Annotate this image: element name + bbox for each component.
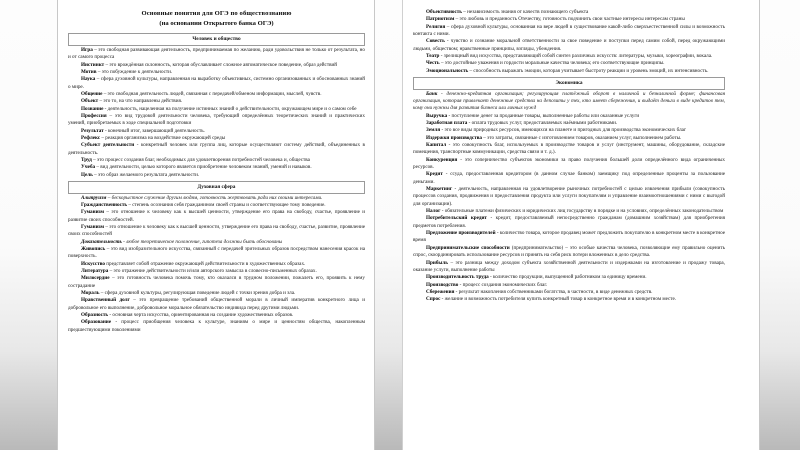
glossary-definition: – это врождённая склонность, которая обуславливает сложное автоматическое поведение, образ действий [104, 61, 337, 68]
glossary-definition: – независимость знания от качеств познающего субъекта [462, 9, 589, 15]
glossary-term: Результат [81, 127, 104, 134]
glossary-entry [413, 157, 725, 172]
glossary-term: Прибыль [426, 259, 449, 266]
glossary-definition: - желание и возможность потребителя купить конкретный товар в конкретное время и в конкретном месте. [440, 296, 677, 303]
document-title: Основные понятия для ОГЭ по обществознанию [141, 10, 292, 17]
glossary-entry [68, 76, 365, 91]
glossary-term: Искусство [81, 260, 105, 267]
glossary-definition: – это достойные уважения и гордости моральные качества человека; его соответствующие принципы. [439, 60, 665, 67]
glossary-definition: - любое теоретическое положение, гипотеза должны быть обоснованы [121, 238, 283, 245]
glossary-entry [413, 230, 725, 245]
glossary-definition: - поступление денег за проданные товары, выполненные работы или оказанные услуги [447, 112, 640, 119]
glossary-term: Заработная плата [426, 119, 468, 126]
glossary-entry [413, 142, 725, 157]
glossary-definition: - это совокупность благ, используемых в производстве товаров и услуг (инструмент, машины, оборудование, складские помещения, транспортные коммуникации, средства связи и т. д.). [413, 142, 725, 156]
glossary-entry [68, 224, 365, 239]
glossary-definition: - результат накопления собственниками богатства, в частности, в виде денежных средств. [454, 288, 653, 295]
glossary-entry [413, 24, 725, 39]
glossary-term: Земля [426, 127, 441, 134]
glossary-term: Банк [426, 90, 438, 97]
glossary-definition: – это отражение действительности и/или авторского замысла в словесно-письменных образах. [108, 268, 317, 275]
glossary-definition: - конечный итог, завершающий деятельность. [103, 127, 205, 134]
glossary-definition: – это готовность человека помочь тому, кто оказался в трудном положении, пожалеть его, проявить к нему сострадание [68, 275, 365, 289]
glossary-term: Нравственный долг [81, 297, 130, 304]
glossary-term: Предпринимательские способности [426, 244, 510, 251]
glossary-entry [413, 245, 725, 260]
glossary-term: Сбережения [426, 288, 455, 295]
glossary-term: Кредит [426, 171, 443, 178]
glossary-entry [68, 164, 365, 171]
glossary-entry [68, 261, 365, 268]
glossary-entry [68, 195, 365, 202]
glossary-entry [68, 113, 365, 128]
glossary-entry [413, 127, 725, 134]
glossary-term: Совесть [426, 38, 445, 45]
glossary-definition: - основная черта искусства, ориентированная на создание художественных образов. [108, 312, 294, 319]
glossary-definition: – это побуждение к деятельности. [96, 68, 173, 75]
glossary-entry [68, 209, 365, 224]
glossary-entry [413, 274, 725, 281]
glossary-definition: - чувство и сознание моральной ответственности за свое поведение и поступки перед самим собой, перед окружающими людьми, обществом; нравственные принципы, взгляды, убеждения. [413, 38, 725, 52]
glossary-entry [413, 260, 725, 275]
glossary-entry [413, 113, 725, 120]
document-page-left [57, 0, 375, 450]
glossary-term: Мотив [81, 68, 97, 75]
glossary-term: Объект [81, 98, 99, 105]
glossary-term: Рефлекс [81, 135, 101, 142]
glossary-definition: - оплата трудовых услуг, предоставляемых наёмными работниками. [467, 119, 618, 126]
glossary-definition: – сфера духовной культуры, основанная на вере людей в существование какой-либо сверхъестественной силы и возможность контакта с ними. [413, 23, 725, 38]
glossary-entry [68, 98, 365, 105]
glossary-definition: – способность выражать эмоции, которая учитывает быстроту реакции и уровень эмоций, их интенсивность. [468, 67, 709, 74]
glossary-term: Доказательность [81, 238, 122, 245]
left-column-sections [68, 33, 365, 334]
section-header-duhovnaya-sfera: Духовная сфера [68, 181, 365, 194]
glossary-term: Труд [81, 157, 92, 164]
glossary-definition: представляет собой отражение окружающей действительности в художественных образах. [104, 260, 306, 267]
glossary-term: Предложение производителей [426, 230, 496, 237]
glossary-entry [413, 282, 725, 289]
glossary-entry [68, 297, 365, 312]
glossary-definition: – это затраты, связанные с изготовлением товаров, оказанием услуг, выполнением работы. [481, 134, 682, 141]
glossary-definition: - денежно-кредитная организация; регулирующая платёжный оборот в наличной и безналичной форме; финансовая организация, которая привлекает денежные средства на депозиты у тех, кто имеет сбережения, и выдаёт деньги в виде кредитов тем, кому они нужны для развития бизнеса или личных нужд [413, 90, 725, 112]
glossary-entry [68, 275, 365, 290]
glossary-definition: – степень осознания себя гражданином своей страны и соответствующее тому поведение. [127, 201, 326, 208]
glossary-term: Выручка [426, 112, 448, 119]
glossary-definition: – реакция организма на воздействие окружающей среды [100, 135, 226, 142]
glossary-entry [68, 268, 365, 275]
glossary-term: Маркетинг [426, 186, 453, 193]
glossary-term: Литература [81, 268, 109, 275]
glossary-definition: – это отношение к человеку как к высшей ценности, утверждение его права на свободу, счастье, развитие, проявление своих способностей [68, 223, 365, 238]
glossary-entry [68, 239, 365, 246]
glossary-definition: - конкретный человек или группа лиц, которые осуществляют систему действий, объединенных в деятельность. [68, 142, 365, 156]
glossary-term: Издержки производства [426, 134, 482, 141]
glossary-term: Честь [426, 60, 440, 67]
glossary-term: Конкуренция [426, 156, 458, 163]
glossary-term: Цель [81, 171, 93, 178]
glossary-term: Эмоциональность [426, 67, 469, 74]
glossary-term: Образование [81, 319, 112, 326]
glossary-definition: - кредит, предоставляемый непосредственно гражданам (домашним хозяйствам) для приобретения предметов потребления. [413, 215, 726, 229]
glossary-entry [68, 106, 365, 113]
document-page-right [402, 0, 760, 450]
glossary-term: Познание [81, 105, 104, 112]
section-header-chelovek-i-obshchestvo: Человек и общество [68, 33, 365, 46]
glossary-entry [68, 172, 365, 179]
glossary-term: Патриотизм [426, 16, 455, 23]
glossary-term: Гуманизм [81, 209, 105, 216]
glossary-definition: – это превращение требований общественной морали в личный императив конкретного лица и добровольное его выполнение, добровольное моральное обязательство индивида перед другими людьми. [68, 297, 365, 311]
glossary-definition: – это вид изобразительного искусства, связанный с передачей зрительных образов посредством нанесения красок на поверхность. [68, 246, 365, 260]
glossary-entry [413, 60, 725, 67]
glossary-entry [68, 319, 365, 334]
glossary-entry [413, 91, 725, 113]
glossary-definition: (предпринимательство) – это особые качества человека, позволяющие ему правильно оценить спрос, скоординировать использование ресурсов и принять на себя риск потери вложенных в дело средства. [413, 244, 725, 259]
glossary-term: Профессия [81, 113, 107, 119]
glossary-term: Общение [81, 90, 103, 97]
glossary-term: Игра [81, 46, 93, 53]
glossary-entry [413, 68, 725, 75]
glossary-entry [413, 171, 725, 186]
glossary-term: Мораль [81, 290, 100, 297]
glossary-definition: – это свободная деятельность людей, связанная с передачей/обменом информации, мыслей, чувств. [102, 90, 322, 97]
glossary-term: Альтруизм [81, 194, 107, 201]
glossary-term: Милосердие [81, 275, 110, 282]
glossary-term: Образность [81, 312, 109, 319]
glossary-definition: - количество продукции, выпущенной работником за единицу времени. [488, 274, 647, 281]
glossary-definition: - это все виды природных ресурсов, имеющихся на планете и пригодных для производства экономических благ [440, 127, 687, 134]
glossary-definition: – бескорыстное служение другим людям, готовность жертвовать ради них своими интересами. [106, 194, 323, 201]
glossary-definition: – это вид трудовой деятельности человека, требующий определённых теоретических знаний и практических умений, приобретаемых в ходе специальной подготовки [68, 113, 365, 127]
page-right-content [403, 0, 759, 304]
glossary-entry [413, 186, 725, 208]
glossary-term: Театр [426, 53, 440, 60]
glossary-definition: – это образ желаемого результата деятельности. [92, 171, 200, 178]
glossary-definition: - обязательные платежи физических и юридических лиц государству в порядке и на условиях, определённых законодательством [440, 208, 724, 215]
glossary-entry [68, 128, 365, 135]
glossary-definition: - количество товара, которое продавец может предложить покупателю в конкретном месте в конкретное время [413, 230, 725, 244]
glossary-definition: - зрелищный вид искусства, представляющий собой синтез различных искусств: литературы, музыки, хореографии, вокала. [439, 53, 713, 60]
glossary-definition: - ссуда, предоставленная кредитором (в данном случае банком) заемщику под определенные проценты за пользование деньгами. [413, 171, 725, 185]
right-column-sections [413, 9, 725, 304]
glossary-term: Живопись [81, 246, 106, 252]
glossary-entry [413, 135, 725, 142]
glossary-entry [413, 296, 725, 303]
glossary-term: Наука [81, 76, 96, 83]
glossary-term: Производительность труда [426, 274, 489, 281]
glossary-term: Субъект деятельности [81, 142, 135, 149]
section-header-ekonomika: Экономика [413, 77, 725, 90]
glossary-term: Религия [426, 23, 446, 30]
glossary-definition: - процесс создания экономических благ. [458, 281, 548, 288]
glossary-term: Гуманизм [81, 223, 105, 230]
glossary-term: Производство [426, 281, 459, 288]
glossary-entry [68, 142, 365, 157]
glossary-definition: – сфера духовной культуры, направленная на выработку объективных, системно организованных и обоснованных знаний о мире. [68, 76, 365, 90]
glossary-term: Учеба [81, 164, 96, 171]
glossary-definition: – вид деятельности, целью которого является приобретение человеком знаний, умений и навыков. [95, 164, 312, 171]
glossary-definition: – это процесс создания благ, необходимых для удовлетворения потребностей человека и, общества [91, 157, 310, 164]
glossary-term: Налог [426, 208, 441, 215]
glossary-term: Потребительский кредит [426, 215, 487, 222]
document-subtitle: (на основании Открытого банка ОГЭ) [159, 20, 274, 28]
glossary-definition: - деятельность, нацеленная на получение истинных знаний о действительности, окружающем мире и о самом себе [103, 105, 357, 112]
glossary-entry [68, 62, 365, 69]
glossary-entry [413, 38, 725, 53]
glossary-definition: – это разница между доходом субъекта хозяйственной деятельности и издержками на изготовление и продажу товара, оказание услуги, выполнение работы [413, 259, 725, 273]
glossary-entry [413, 16, 725, 23]
glossary-definition: – сфера духовной культуры, регулирующая поведение людей с точки зрения добра и зла. [99, 290, 296, 297]
glossary-term: Спрос [426, 296, 441, 303]
glossary-definition: - деятельность, направленная на удовлетворение рыночных потребностей с целью извлечения прибыли (совокупность процессов создания, продвижения и предоставления продукта или услуги покупателям и управление взаимоотношениями с ними с выгодой для организации). [413, 186, 725, 207]
glossary-term: Объективность [426, 9, 463, 15]
page-left-content [58, 0, 374, 334]
glossary-definition: – это отношение к человеку как к высшей ценности, утверждение его права на свободу, счастье, проявление и развитие своих способностей. [68, 209, 365, 223]
glossary-term: Капитал [426, 142, 447, 148]
glossary-term: Инстинкт [81, 61, 105, 68]
glossary-entry [68, 47, 365, 62]
glossary-term: Гражданственность [81, 201, 128, 208]
glossary-definition: - это соперничество субъектов экономики за право получения большей доли определённого вида ограниченных ресурсов. [413, 156, 725, 171]
glossary-definition: – это любовь и преданность Отечеству, готовность подчинить свои частные интересы интересам страны [454, 16, 685, 23]
glossary-definition: – это то, на что направлены действия. [98, 98, 183, 105]
glossary-entry [68, 246, 365, 261]
glossary-definition: – это свободная развивающая деятельность, предпринимаемая по желанию, ради удовольствия не только от результата, но и от самого процесса [68, 46, 365, 61]
glossary-definition: - процесс приобщения человека к культуре, знаниям о мире и ценностям общества, накопленным предшествующими поколениями [68, 319, 365, 333]
glossary-entry [413, 215, 725, 230]
